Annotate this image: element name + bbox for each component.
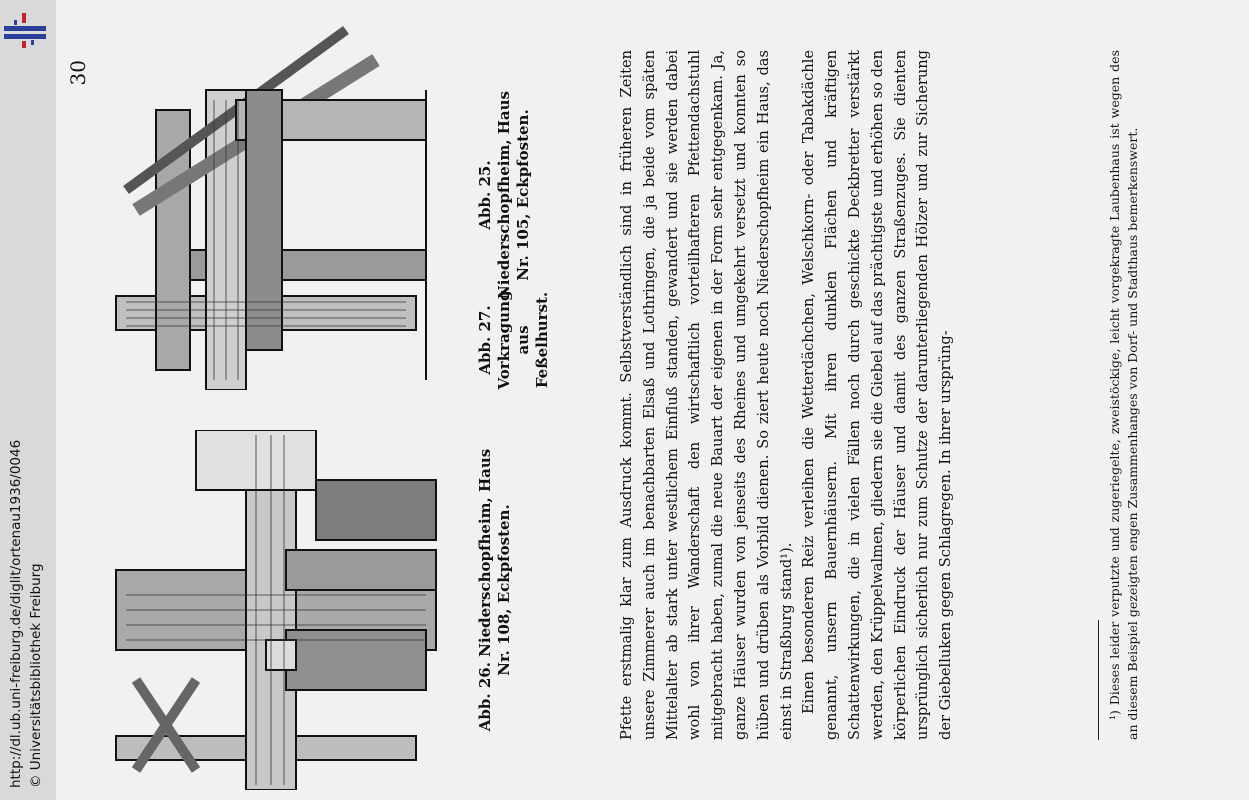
body-paragraph-2: Einen besonderen Reiz verleihen die Wetterdächchen, Welschkorn- oder Tabakdächle genannt, unsern Bauernhäusern. Mit ihren dunklen Flächen und kräftigen Schattenwirkungen, die in vielen Fällen noch durch geschickte Deckbretter verstärkt werden, den Krüppelwalmen, gliedern sie die Giebel auf das prächtigste und erhöhen so den körperlichen Eindruck der Häuser und damit des ganzen Straßenzuges. Sie dienten ursprünglich sicherlich nur zum Schutze der darunterliegenden Hölzer und zur Sicherung der Giebelluken gegen Schlagregen. In ihrer ursprüng- [800,50,955,740]
viewer-strip-text [0,0,56,800]
scanned-page [56,0,1249,800]
source-url[interactable]: http://dl.ub.uni-freiburg.de/diglit/ortenau1936/0046 [8,439,24,788]
body-paragraph-1: Pfette erstmalig klar zum Ausdruck kommt. Selbstverständlich sind in früheren Zeiten unsere Zimmerer auch im benachbarten Elsaß und Lothringen, die ja beide vom späten Mittelalter ab stark unter westlichem Einfluß standen, gewandert und sie werden dabei wohl von ihrer Wanderschaft den wirtschaftlich vorteilhafteren Pfettendachstuhl mitgebracht haben, zumal die neue Bauart der eigenen in der Form sehr entgegenkam. Ja, ganze Häuser wurden von jenseits des Rheines und umgekehrt versetzt und konnten so hüben und drüben als Vorbild dienen. So ziert heute noch Niederschopfheim ein Haus, das einst in Straßburg stand¹). [618,50,795,740]
body-text [616,50,958,740]
viewer-sidebar [0,0,56,800]
figure-26-illustration [96,430,456,790]
copyright-notice: © Universitätsbibliothek Freiburg [28,563,44,788]
figure-25-illustration [96,10,446,390]
figure-26-caption: Abb. 26. Niederschopfheim, Haus Nr. 108, Eckpfosten. [476,448,513,732]
figure-27-caption: Abb. 27. Vorkragung aus Feßelhurst. [476,290,551,390]
footnote [1106,50,1141,740]
page-content [56,0,1249,800]
footnote-rule [1098,620,1099,740]
figure-25-caption: Abb. 25. Niederschopfheim, Haus Nr. 105, Eckpfosten. [476,90,532,300]
footnote-text: ¹) Dieses leider verputzte und zugeriegelte, zweistöckige, leicht vorgekragte Laubenhaus ist wegen des an diesem Beispiel gezeigten engen Zusammenhanges von Dorf- und Stadthaus bemerkenswert. [1107,50,1140,740]
page-number: 30 [66,60,90,86]
